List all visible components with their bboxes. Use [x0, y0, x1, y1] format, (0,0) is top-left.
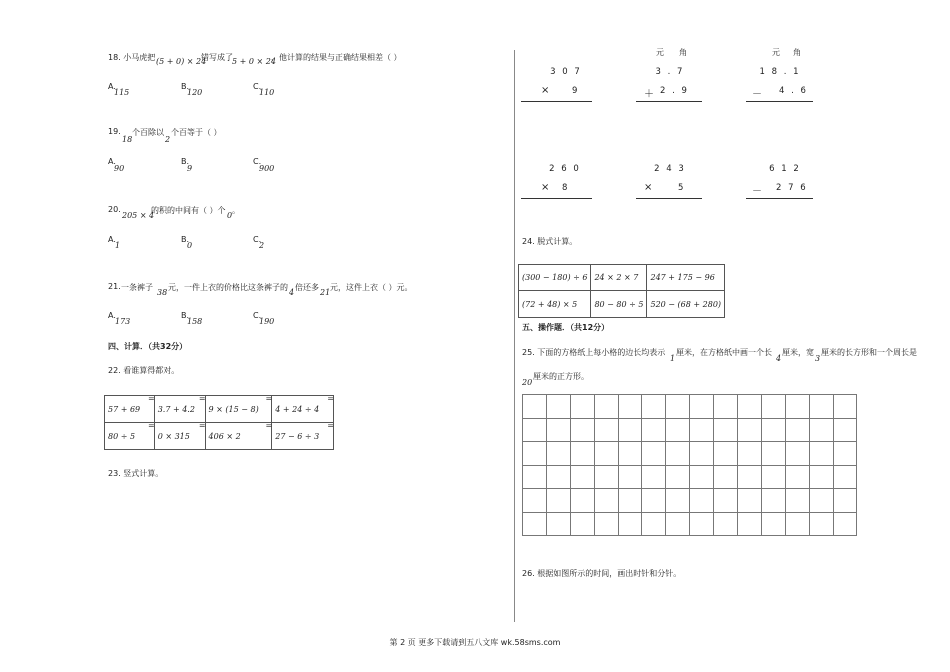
q18-question — [108, 52, 155, 63]
q20-option-c[interactable]: C. — [253, 235, 262, 244]
q22-label: 22. 看谁算得都对。 — [108, 366, 180, 375]
q19-number: 19. — [108, 127, 121, 136]
q18-text-pre: 小马虎把 — [123, 53, 156, 62]
q21-text4: 元，这件上衣（ ）元。 — [330, 283, 413, 292]
vcalc-5-top: 2 4 3 — [654, 164, 686, 174]
q21-text3: 倍还多 — [295, 283, 319, 292]
q18-option-a-value: 115 — [114, 88, 130, 97]
vcalc-5-op: × — [644, 182, 653, 193]
q22-table — [104, 395, 334, 450]
q20-number: 20. — [108, 205, 121, 214]
vcalc-6-op: － — [752, 186, 762, 197]
q24-cell[interactable]: 247 + 175 − 96 — [647, 265, 725, 291]
q18-option-c-value: 110 — [259, 88, 275, 97]
q19-text1: 个百除以 — [132, 128, 164, 137]
q25-n3: 3 — [815, 354, 821, 363]
q25-text3: 厘米，宽 — [782, 348, 814, 357]
q21-option-c-value: 190 — [259, 317, 275, 326]
q25-n1: 1 — [670, 354, 676, 363]
vcalc-6-top: 6 1 2 — [769, 164, 801, 174]
q24-table — [518, 264, 725, 318]
q21-text2: 元，一件上衣的价格比这条裤子的 — [168, 283, 288, 292]
q18-text-mid: 错写成了 — [201, 53, 233, 62]
q21-number: 21. — [108, 282, 121, 291]
q20-text1: 的积的中间有（ ）个 — [151, 206, 226, 215]
vcalc-2-bottom: 2 . 9 — [660, 86, 689, 96]
vcalc-5-line — [636, 198, 702, 199]
option-letter: C. — [253, 82, 262, 91]
vcalc-2-line — [636, 101, 702, 102]
unit-yuan-2: 元 — [772, 48, 780, 57]
vcalc-1-op: × — [541, 85, 550, 96]
q25-n4: 20 — [522, 378, 533, 387]
q19-option-c-value: 900 — [259, 164, 275, 173]
unit-jiao-2: 角 — [793, 48, 801, 57]
vcalc-3-op: － — [752, 89, 762, 100]
vcalc-2-top: 3 . 7 — [655, 67, 685, 77]
section4-heading: 四、计算．（共32分） — [108, 342, 188, 351]
section5-heading: 五、操作题．（共12分） — [522, 323, 610, 332]
q19-option-a-value: 90 — [114, 164, 125, 173]
q20-expr: 205 × 4 — [122, 211, 155, 220]
q25-grid-paper[interactable] — [522, 394, 857, 536]
q25-text2: 厘米，在方格纸中画一个长 — [676, 348, 772, 357]
q25-n2: 4 — [776, 354, 782, 363]
q20-n: 0 — [227, 211, 233, 220]
q19-n2: 2 — [165, 135, 171, 144]
q24-cell[interactable]: 24 × 2 × 7 — [591, 265, 647, 291]
vcalc-1-top: 3 0 7 — [550, 67, 582, 77]
q21-option-a[interactable]: A. — [108, 311, 116, 320]
q21-n2: 4 — [289, 288, 295, 297]
q18-option-b-value: 120 — [187, 88, 203, 97]
q22-cell[interactable]: 4 + 24 ÷ 4 = — [272, 396, 334, 423]
q21-option-c[interactable]: C. — [253, 311, 262, 320]
vcalc-6-line — [746, 198, 813, 199]
q25-text5: 厘米的正方形。 — [533, 372, 589, 381]
vcalc-1-line — [521, 101, 592, 102]
q18-number: 18. — [108, 53, 121, 62]
q22-cell[interactable]: 9 × (15 − 8) = — [205, 396, 272, 423]
q24-label: 24. 脱式计算。 — [522, 237, 578, 246]
q23-label: 23. 竖式计算。 — [108, 469, 164, 478]
vcalc-2-op: ＋ — [644, 89, 654, 100]
q24-cell[interactable]: (300 − 180) ÷ 6 — [519, 265, 591, 291]
q20-text2: 。 — [232, 206, 240, 215]
q19-option-b[interactable]: B. — [181, 157, 190, 166]
q20-option-b[interactable]: B. — [181, 235, 190, 244]
vcalc-5-bottom: 5 — [678, 183, 684, 193]
q20-option-b-value: 0 — [187, 241, 193, 250]
q24-cell[interactable]: 520 − (68 + 280) — [647, 291, 725, 318]
q21-option-b-value: 158 — [187, 317, 203, 326]
q18-text-post: ，他计算的结果与正确结果相差（ ） — [271, 53, 402, 62]
vcalc-3-top: 1 8 . 1 — [759, 67, 801, 77]
q26-label: 26. 根据如图所示的时间，画出时针和分针。 — [522, 569, 682, 578]
vcalc-1-bottom: 9 — [572, 86, 578, 96]
vcalc-6-bottom: 2 7 6 — [776, 183, 808, 193]
q20-option-a-value: 1 — [115, 241, 121, 250]
q19-option-b-value: 9 — [187, 164, 193, 173]
q21-option-a-value: 173 — [115, 317, 131, 326]
q22-cell[interactable]: 27 − 6 ÷ 3 = — [272, 423, 334, 450]
q20-option-a[interactable]: A. — [108, 235, 116, 244]
q19-n1: 18 — [122, 135, 133, 144]
q19-text2: 个百等于（ ） — [171, 128, 222, 137]
q21-n3: 21 — [320, 288, 331, 297]
q22-cell[interactable]: 57 + 69 = — [105, 396, 155, 423]
q22-cell[interactable]: 3.7 + 4.2 = — [154, 396, 205, 423]
q22-cell[interactable]: 406 × 2 = — [205, 423, 272, 450]
q20-option-c-value: 2 — [259, 241, 265, 250]
q24-cell[interactable]: (72 + 48) × 5 — [519, 291, 591, 318]
column-divider — [514, 50, 515, 622]
q19-option-c[interactable]: C. — [253, 157, 262, 166]
q25-text4: 厘米的长方形和一个周长是 — [821, 348, 917, 357]
vcalc-4-line — [521, 198, 592, 199]
q25-text1: 25. 下面的方格纸上每小格的边长均表示 — [522, 348, 666, 357]
q24-cell[interactable]: 80 − 80 ÷ 5 — [591, 291, 647, 318]
q18-expr1: (5 + 0) × 24 — [156, 57, 207, 66]
q21-n1: 38 — [157, 288, 168, 297]
q22-cell[interactable]: 80 ÷ 5 = — [105, 423, 155, 450]
q22-cell[interactable]: 0 × 315 = — [154, 423, 205, 450]
vcalc-3-line — [746, 101, 813, 102]
unit-jiao-1: 角 — [679, 48, 687, 57]
unit-yuan-1: 元 — [656, 48, 664, 57]
option-letter: B. — [181, 82, 190, 91]
vcalc-3-bottom: 4 . 6 — [779, 86, 808, 96]
q18-expr2: 5 + 0 × 24 — [232, 57, 276, 66]
vcalc-4-top: 2 6 0 — [549, 164, 581, 174]
page-footer: 第 2 页 更多下载请到五八文库 wk.58sms.com — [389, 638, 561, 647]
q19-option-a[interactable]: A. — [108, 157, 116, 166]
vcalc-4-bottom: 8 — [562, 183, 568, 193]
q21-option-b[interactable]: B. — [181, 311, 190, 320]
vcalc-4-op: × — [541, 182, 550, 193]
q21-text1: 一条裤子 — [121, 283, 153, 292]
option-letter: A. — [108, 82, 116, 91]
